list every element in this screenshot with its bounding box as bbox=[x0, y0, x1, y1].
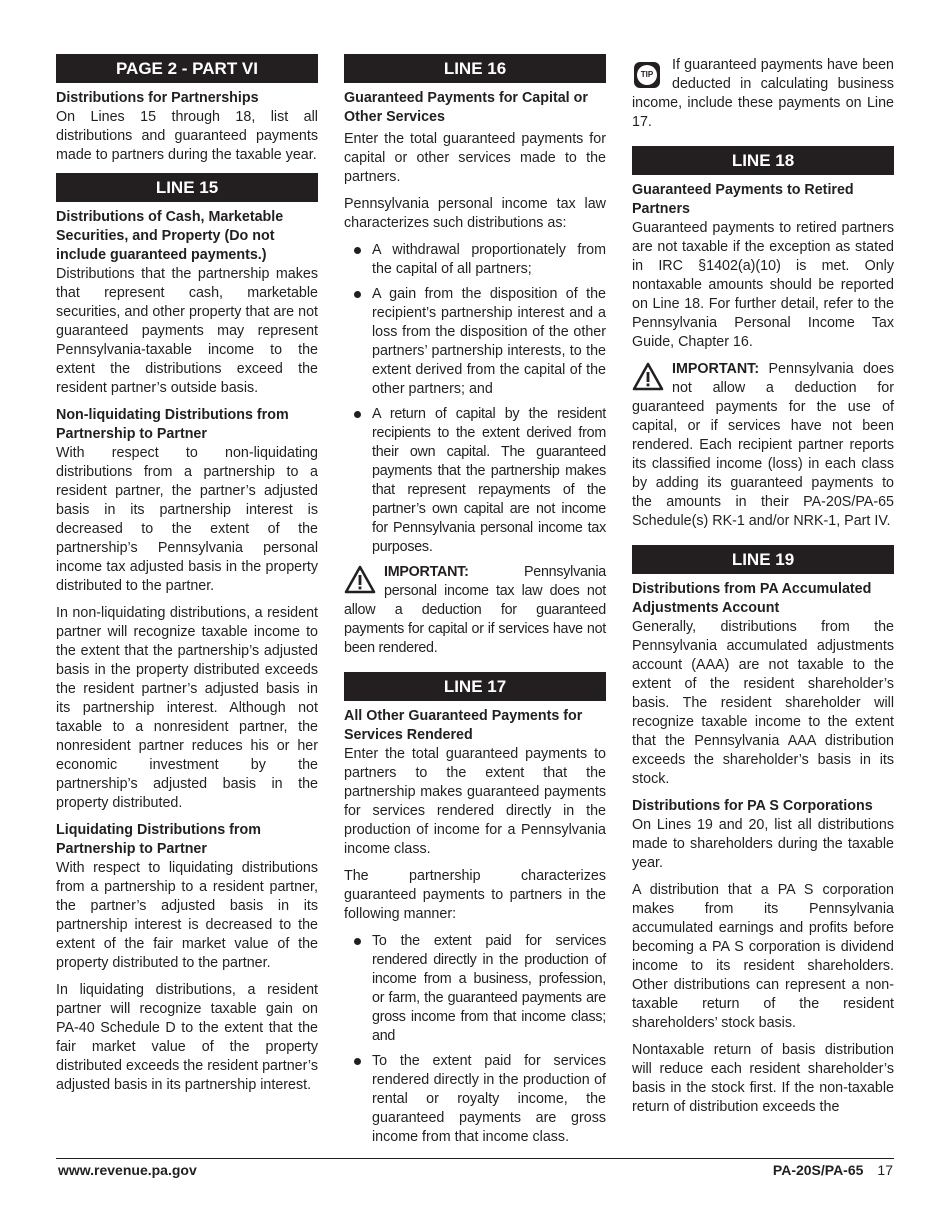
paragraph: The partnership characterizes guaranteed payments to partners in the following manner: bbox=[344, 868, 606, 922]
subheading-other-guaranteed: All Other Guaranteed Payments for Services Rendered bbox=[344, 708, 583, 743]
paragraph: Guaranteed payments to retired partners are not taxable if the exception as stated in IRC §1402(a)(10) is met. Only nontaxable amounts should be reported on Line 18. For further detail, refer to the Pennsylvania Personal Income Tax Guide, Chapter 16. bbox=[632, 220, 894, 350]
important-note bbox=[344, 563, 606, 658]
bullet-icon bbox=[354, 938, 361, 945]
subheading-retired-partners: Guaranteed Payments to Retired Partners bbox=[632, 182, 854, 217]
subheading-distributions-partnerships: Distributions for Partnerships bbox=[56, 90, 259, 106]
paragraph: On Lines 19 and 20, list all distributions made to shareholders during the taxable year. bbox=[632, 817, 894, 871]
paragraph: Pennsylvania personal income tax law characterizes such distributions as: bbox=[344, 196, 606, 231]
paragraph: Enter the total guaranteed payments for capital or other services made to the partners. bbox=[344, 131, 606, 185]
important-label: IMPORTANT: bbox=[672, 361, 760, 377]
tip-icon: TIP bbox=[634, 62, 660, 88]
column-left bbox=[56, 54, 318, 1103]
section-header-line-16: LINE 16 bbox=[344, 54, 606, 83]
footer-website: www.revenue.pa.gov bbox=[58, 1162, 197, 1178]
subheading-guaranteed-capital: Guaranteed Payments for Capital or Other Services bbox=[344, 90, 588, 125]
bullet-icon bbox=[354, 1058, 361, 1065]
footer-divider bbox=[56, 1158, 894, 1159]
list-item: To the extent paid for services rendered directly in the production of income from a business, profession, or farm, the guaranteed payments are gross income from that income class; and bbox=[344, 932, 606, 1046]
bullet-icon bbox=[354, 411, 361, 418]
column-right bbox=[632, 52, 894, 1125]
subheading-pa-aaa: Distributions from PA Accumulated Adjustments Account bbox=[632, 581, 872, 616]
paragraph: Generally, distributions from the Pennsylvania accumulated adjustments account (AAA) are not taxable to the extent of the resident shareholder’s basis. The resident shareholder will recognize taxable income to the extent that the Pennsylvania AAA distribution exceeds the shareholder’s basis in its stock. bbox=[632, 619, 894, 787]
page-number: 17 bbox=[877, 1162, 893, 1178]
important-note bbox=[632, 360, 894, 531]
section-header-line-17: LINE 17 bbox=[344, 672, 606, 701]
bullet-icon bbox=[354, 291, 361, 298]
paragraph: In liquidating distributions, a resident partner will recognize taxable gain on PA-40 Schedule D to the extent that the fair market value of the property distributed exceeds the resident partner’s adjusted basis in its partnership interest. bbox=[56, 982, 318, 1093]
list-item: To the extent paid for services rendered directly in the production of rental or royalty income, the guaranteed payments are gross income from that income class. bbox=[344, 1052, 606, 1147]
subheading-distributions-cash: Distributions of Cash, Marketable Securities, and Property (Do not include guaranteed payments.) bbox=[56, 209, 284, 263]
tip-note bbox=[632, 56, 894, 132]
list-item: A withdrawal proportionately from the capital of all partners; bbox=[344, 241, 606, 279]
bullet-list bbox=[344, 241, 606, 557]
list-item: A gain from the disposition of the recipient’s partnership interest and a loss from the disposition of the other partners’ partnership interests, to the extent derived from the capital of the other partners; and bbox=[344, 285, 606, 399]
important-text: Pennsylvania does not allow a deduction for guaranteed payments for the use of capital, or if services have not been rendered. Each recipient partner reports its classified income (loss) in each class by adding its guaranteed payments to the amounts in their PA-20S/PA-65 Schedule(s) RK-1 and/or NRK-1, Part IV. bbox=[632, 361, 894, 529]
paragraph: On Lines 15 through 18, list all distributions and guaranteed payments made to partners during the taxable year. bbox=[56, 109, 318, 163]
paragraph: With respect to non-liquidating distributions from a partnership to a resident partner, the partner’s adjusted basis in its partnership interest is decreased to the extent of the partnership’s Pennsylvania personal income tax adjusted basis in the property distributed to the partner. bbox=[56, 445, 318, 594]
warning-icon bbox=[344, 565, 376, 595]
column-middle bbox=[344, 54, 606, 1153]
footer-form-name: PA-20S/PA-65 bbox=[772, 1162, 864, 1178]
paragraph: A distribution that a PA S corporation makes from its Pennsylvania accumulated earnings and profits before becoming a PA S corporation is dividend income to its resident shareholders. Other distributions can represent a non-taxable return of the resident shareholders’ stock basis. bbox=[632, 882, 894, 1031]
subheading-pa-s-corporations: Distributions for PA S Corporations bbox=[632, 798, 873, 814]
bullet-list bbox=[344, 932, 606, 1147]
list-item: A return of capital by the resident recipients to the extent derived from their own capital. The guaranteed payments that the partnership makes that represent repayments of the partner’s own capital are not income for Pennsylvania personal income tax purposes. bbox=[344, 405, 606, 557]
section-header-line-15: LINE 15 bbox=[56, 173, 318, 202]
bullet-icon bbox=[354, 247, 361, 254]
tip-text: If guaranteed payments have been deducted in calculating business income, include these payments on Line 17. bbox=[632, 57, 894, 130]
paragraph: With respect to liquidating distributions from a partnership to a resident partner, the partner’s adjusted basis in its partnership interest is decreased to the extent of the fair market value of the property distributed to the partner. bbox=[56, 860, 318, 971]
paragraph: Distributions that the partnership makes that represent cash, marketable securities, and other property that are not guaranteed payments may represent Pennsylvania-taxable income to the extent the distributions exceed the resident partner’s outside basis. bbox=[56, 266, 318, 396]
paragraph: Nontaxable return of basis distribution will reduce each resident shareholder’s basis in the stock first. If the non-taxable return of distribution exceeds the bbox=[632, 1042, 894, 1115]
important-label: IMPORTANT: bbox=[384, 564, 469, 580]
important-text: Pennsylvania personal income tax law does not allow a deduction for guaranteed payments for capital or if services have not been rendered. bbox=[344, 564, 606, 656]
warning-icon bbox=[632, 362, 664, 392]
section-header-line-18: LINE 18 bbox=[632, 146, 894, 175]
footer-form-page bbox=[773, 1162, 893, 1178]
subheading-liquidating: Liquidating Distributions from Partnership to Partner bbox=[56, 822, 261, 857]
section-header-line-19: LINE 19 bbox=[632, 545, 894, 574]
paragraph: In non-liquidating distributions, a resident partner will recognize taxable income to the extent that the partnership’s adjusted basis in the property distributed exceeds the resident partner’s adjusted basis in its partnership interest. Although not taxable to a nonresident partner, the nonresident partner reduces his or her economic investment by the partnership’s adjusted basis in the property distributed. bbox=[56, 605, 318, 811]
paragraph: Enter the total guaranteed payments to partners to the extent that the partnership makes guaranteed payments for services rendered directly in the production of income for a Pennsylvania income class. bbox=[344, 746, 606, 857]
section-header-part-vi: PAGE 2 - PART VI bbox=[56, 54, 318, 83]
subheading-non-liquidating: Non-liquidating Distributions from Partnership to Partner bbox=[56, 407, 289, 442]
